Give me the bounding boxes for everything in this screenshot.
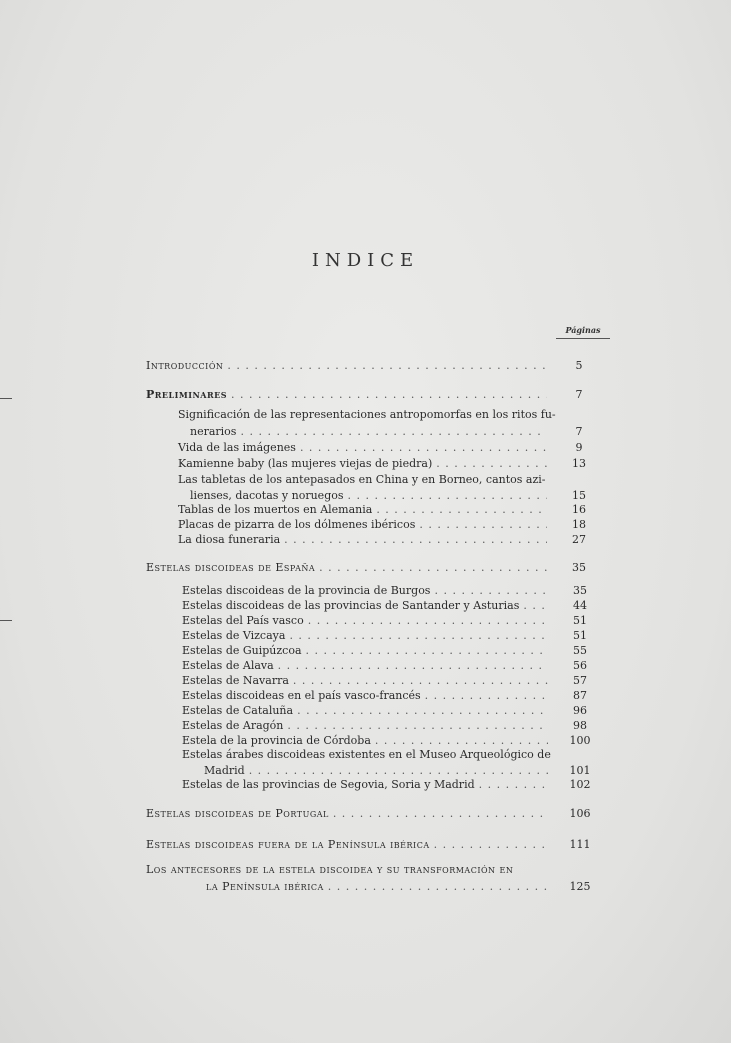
toc-subentry-label-cont: nerarios bbox=[190, 425, 237, 438]
toc-subentry-kamienne[interactable] bbox=[178, 457, 586, 473]
toc-entry-introduccion[interactable] bbox=[146, 359, 583, 375]
leader-dots bbox=[333, 807, 548, 820]
toc-subentry-aragon[interactable] bbox=[182, 719, 587, 735]
leader-dots bbox=[425, 689, 548, 702]
toc-subentry-placas[interactable] bbox=[178, 518, 586, 534]
toc-subentry-label: La diosa funeraria bbox=[178, 533, 281, 546]
toc-subentry-label: Las tabletas de los antepasados en China y en Borneo, cantos azi- bbox=[178, 473, 546, 486]
leader-dots bbox=[348, 489, 547, 502]
toc-section-label-cont: la Península ibérica bbox=[206, 880, 324, 893]
leader-dots bbox=[308, 614, 548, 627]
leader-dots bbox=[376, 503, 547, 516]
toc-subentry-label-cont: lienses, dacotas y noruegos bbox=[190, 489, 344, 502]
leader-dots bbox=[287, 719, 548, 732]
leader-dots bbox=[227, 359, 547, 372]
toc-page-number: 102 bbox=[569, 778, 591, 791]
toc-entry-espana[interactable] bbox=[146, 561, 586, 577]
leader-dots bbox=[289, 629, 548, 642]
leader-dots bbox=[240, 425, 547, 438]
toc-subentry-burgos[interactable] bbox=[182, 584, 587, 600]
toc-subentry-label: Estelas del País vasco bbox=[182, 614, 304, 627]
toc-subentry-label: Estelas de Aragón bbox=[182, 719, 284, 732]
toc-page-number: 96 bbox=[573, 704, 587, 717]
toc-page-number: 55 bbox=[573, 644, 587, 657]
toc-subentry-label: Tablas de los muertos en Alemania bbox=[178, 503, 373, 516]
toc-subentry-label: Significación de las representaciones antropomorfas en los ritos fu- bbox=[178, 408, 556, 421]
toc-subentry-alava[interactable] bbox=[182, 659, 587, 675]
toc-subentry-guipuzcoa[interactable] bbox=[182, 644, 587, 660]
leader-dots bbox=[434, 838, 548, 851]
toc-subentry-vasco-frances[interactable] bbox=[182, 689, 587, 705]
toc-subentry-label: Estelas discoideas en el país vasco-francés bbox=[182, 689, 421, 702]
toc-subentry-vida[interactable] bbox=[178, 441, 583, 457]
index-title: INDICE bbox=[311, 250, 420, 271]
toc-page-number: 101 bbox=[569, 764, 591, 777]
toc-section-label: Introducción bbox=[146, 359, 224, 372]
toc-page-number: 35 bbox=[572, 561, 586, 574]
toc-subentry-label: Kamienne baby (las mujeres viejas de piedra) bbox=[178, 457, 433, 470]
toc-page-number: 7 bbox=[575, 425, 583, 438]
toc-subentry-label-cont: Madrid bbox=[204, 764, 245, 777]
toc-subentry-pais-vasco[interactable] bbox=[182, 614, 587, 630]
toc-subentry-label: Estelas de Cataluña bbox=[182, 704, 294, 717]
toc-subentry-label: Estelas de Navarra bbox=[182, 674, 289, 687]
toc-page-number: 44 bbox=[573, 599, 587, 612]
margin-mark bbox=[0, 398, 12, 399]
leader-dots bbox=[375, 734, 548, 747]
toc-page-number: 27 bbox=[572, 533, 586, 546]
toc-subentry-label: Vida de las imágenes bbox=[178, 441, 296, 454]
toc-page-number: 57 bbox=[573, 674, 587, 687]
toc-subentry-label: Estelas de las provincias de Segovia, Soria y Madrid bbox=[182, 778, 475, 791]
toc-section-label: Los antecesores de la estela discoidea y su transformación en bbox=[146, 863, 514, 876]
toc-entry-preliminares[interactable] bbox=[146, 388, 583, 404]
toc-entry-antecesores[interactable] bbox=[206, 880, 591, 896]
leader-dots bbox=[231, 388, 547, 401]
toc-page-number: 16 bbox=[572, 503, 586, 516]
toc-page-number: 100 bbox=[569, 734, 591, 747]
leader-dots bbox=[434, 584, 548, 597]
toc-subentry-vizcaya[interactable] bbox=[182, 629, 587, 645]
toc-subentry-cataluna[interactable] bbox=[182, 704, 587, 720]
margin-mark bbox=[0, 620, 12, 621]
toc-section-label: Estelas discoideas de Portugal bbox=[146, 807, 329, 820]
leader-dots bbox=[419, 518, 547, 531]
leader-dots bbox=[284, 533, 547, 546]
leader-dots bbox=[278, 659, 548, 672]
leader-dots bbox=[300, 441, 547, 454]
toc-subentry-label: Estela de la provincia de Córdoba bbox=[182, 734, 371, 747]
toc-page-number: 7 bbox=[575, 388, 583, 401]
toc-subentry-navarra[interactable] bbox=[182, 674, 587, 690]
toc-page-number: 51 bbox=[573, 629, 587, 642]
leader-dots bbox=[306, 644, 548, 657]
toc-subentry-label: Estelas de Vizcaya bbox=[182, 629, 286, 642]
toc-subentry-label: Placas de pizarra de los dólmenes ibéricos bbox=[178, 518, 416, 531]
toc-subentry-significacion[interactable] bbox=[190, 425, 583, 441]
toc-page-number: 18 bbox=[572, 518, 586, 531]
toc-entry-fuera[interactable] bbox=[146, 838, 591, 854]
toc-subentry-tablas[interactable] bbox=[178, 503, 586, 519]
paginas-header: Páginas bbox=[565, 325, 601, 335]
toc-page-number: 35 bbox=[573, 584, 587, 597]
leader-dots bbox=[319, 561, 547, 574]
toc-page-number: 15 bbox=[572, 489, 586, 502]
toc-page-number: 51 bbox=[573, 614, 587, 627]
toc-subentry-diosa[interactable] bbox=[178, 533, 586, 549]
leader-dots bbox=[436, 457, 547, 470]
toc-section-label: Estelas discoideas fuera de la Península ibérica bbox=[146, 838, 430, 851]
toc-subentry-label: Estelas de Alava bbox=[182, 659, 274, 672]
toc-section-label: Preliminares bbox=[146, 388, 228, 401]
leader-dots bbox=[328, 880, 548, 893]
toc-page-number: 9 bbox=[575, 441, 583, 454]
toc-subentry-santander[interactable] bbox=[182, 599, 587, 615]
leader-dots bbox=[523, 599, 548, 612]
toc-subentry-label: Estelas discoideas de las provincias de Santander y Asturias bbox=[182, 599, 520, 612]
toc-page-number: 13 bbox=[572, 457, 586, 470]
toc-page-number: 125 bbox=[569, 880, 591, 893]
toc-subentry-segovia[interactable] bbox=[182, 778, 591, 794]
toc-page-number: 5 bbox=[575, 359, 583, 372]
leader-dots bbox=[249, 764, 548, 777]
toc-entry-portugal[interactable] bbox=[146, 807, 591, 823]
toc-section-label: Estelas discoideas de España bbox=[146, 561, 316, 574]
toc-page-number: 111 bbox=[569, 838, 591, 851]
leader-dots bbox=[479, 778, 548, 791]
toc-subentry-label: Estelas de Guipúzcoa bbox=[182, 644, 302, 657]
leader-dots bbox=[297, 704, 548, 717]
toc-page-number: 98 bbox=[573, 719, 587, 732]
toc-subentry-label: Estelas discoideas de la provincia de Burgos bbox=[182, 584, 431, 597]
toc-page-number: 106 bbox=[569, 807, 591, 820]
toc-subentry-label: Estelas árabes discoideas existentes en el Museo Arqueológico de bbox=[182, 748, 551, 761]
leader-dots bbox=[293, 674, 548, 687]
toc-page-number: 87 bbox=[573, 689, 587, 702]
paginas-rule bbox=[556, 338, 610, 339]
toc-page-number: 56 bbox=[573, 659, 587, 672]
